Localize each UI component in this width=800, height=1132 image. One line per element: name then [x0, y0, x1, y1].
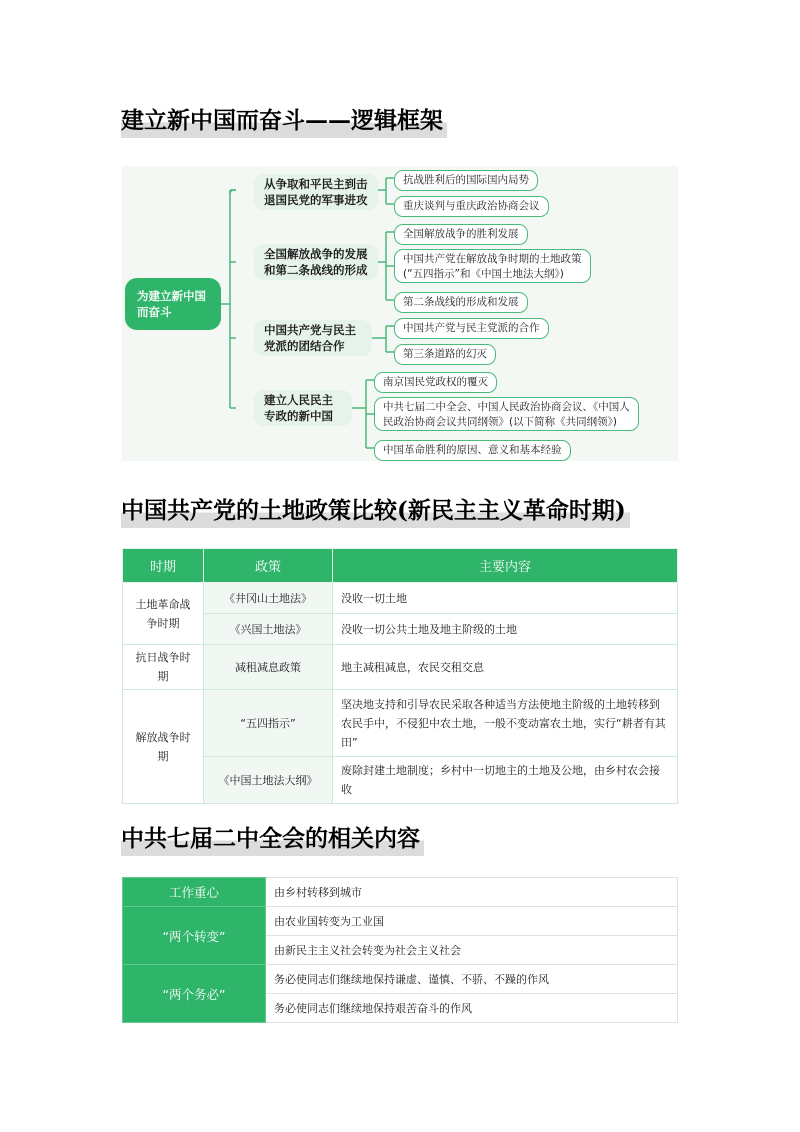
land-policy-table — [122, 548, 678, 804]
table-row — [123, 645, 678, 690]
header-policy: 政策 — [204, 549, 333, 583]
section-title-land-policy: 中国共产党的土地政策比较(新民主主义革命时期) — [121, 494, 630, 528]
logic-framework-mindmap — [122, 166, 678, 461]
value-cell: 务必使同志们继续地保持谦虚、谨慎、不骄、不躁的作风 — [266, 965, 678, 994]
section-title-framework: 建立新中国而奋斗——逻辑框架 — [121, 104, 447, 138]
policy-cell: 《兴国土地法》 — [204, 614, 333, 645]
leaf-victory-reasons: 中国革命胜利的原因、意义和基本经验 — [374, 440, 571, 461]
table-row — [123, 878, 678, 907]
leaf-second-front: 第二条战线的形成和发展 — [394, 292, 528, 313]
header-content: 主要内容 — [333, 549, 678, 583]
table-row — [123, 965, 678, 994]
mindmap-root: 为建立新中国而奋斗 — [125, 278, 221, 330]
table-row — [123, 907, 678, 936]
leaf-war-victory: 全国解放战争的胜利发展 — [394, 224, 528, 245]
value-cell: 由乡村转移到城市 — [266, 878, 678, 907]
policy-cell: 《井冈山土地法》 — [204, 583, 333, 614]
policy-cell: 《中国土地法大纲》 — [204, 757, 333, 804]
table-row — [123, 690, 678, 757]
leaf-situation: 抗战胜利后的国际国内局势 — [394, 170, 538, 191]
leaf-nanjing-fall: 南京国民党政权的覆灭 — [374, 372, 497, 393]
leaf-chongqing: 重庆谈判与重庆政治协商会议 — [394, 196, 549, 217]
leaf-party-cooperation: 中国共产党与民主党派的合作 — [394, 318, 549, 339]
leaf-land-policy-line1: 中国共产党在解放战争时期的土地政策 — [403, 253, 582, 265]
branch-liberation-war: 全国解放战争的发展和第二条战线的形成 — [254, 244, 378, 280]
period-anti-japanese: 抗日战争时期 — [123, 645, 204, 690]
branch-peace-democracy: 从争取和平民主到击退国民党的军事进攻 — [254, 174, 378, 210]
period-liberation-war: 解放战争时期 — [123, 690, 204, 804]
header-period: 时期 — [123, 549, 204, 583]
content-cell: 没收一切土地 — [333, 583, 678, 614]
value-cell: 由农业国转变为工业国 — [266, 907, 678, 936]
policy-cell: 减租减息政策 — [204, 645, 333, 690]
table-header-row — [123, 549, 678, 583]
leaf-land-policy — [394, 249, 591, 283]
value-cell: 由新民主主义社会转变为社会主义社会 — [266, 936, 678, 965]
branch-new-china: 建立人民民主专政的新中国 — [254, 390, 352, 426]
leaf-third-road: 第三条道路的幻灭 — [394, 344, 496, 365]
section-title-plenum: 中共七届二中全会的相关内容 — [121, 822, 424, 856]
label-two-transformations: “两个转变” — [123, 907, 266, 965]
table-row — [123, 757, 678, 804]
content-cell: 坚决地支持和引导农民采取各种适当方法使地主阶级的土地转移到农民手中，不侵犯中农土地，一般不变动富农土地，实行“耕者有其田” — [333, 690, 678, 757]
content-cell: 地主减租减息，农民交租交息 — [333, 645, 678, 690]
value-cell: 务必使同志们继续地保持艰苦奋斗的作风 — [266, 994, 678, 1023]
label-two-musts: “两个务必” — [123, 965, 266, 1023]
period-land-revolution: 土地革命战争时期 — [123, 583, 204, 645]
policy-cell: “五四指示” — [204, 690, 333, 757]
label-work-focus: 工作重心 — [123, 878, 266, 907]
table-row — [123, 614, 678, 645]
leaf-plenum-cppcc-line2: 民政治协商会议共同纲领》(以下简称《共同纲领》) — [383, 416, 617, 428]
table-row — [123, 583, 678, 614]
plenum-table — [122, 877, 678, 1023]
branch-democratic-parties: 中国共产党与民主党派的团结合作 — [254, 320, 372, 356]
leaf-plenum-cppcc — [374, 397, 639, 431]
leaf-plenum-cppcc-line1: 中共七届二中全会、中国人民政治协商会议、《中国人 — [383, 401, 630, 413]
content-cell: 废除封建土地制度；乡村中一切地主的土地及公地，由乡村农会接收 — [333, 757, 678, 804]
leaf-land-policy-line2: (“五四指示”和《中国土地法大纲》) — [403, 268, 564, 280]
content-cell: 没收一切公共土地及地主阶级的土地 — [333, 614, 678, 645]
